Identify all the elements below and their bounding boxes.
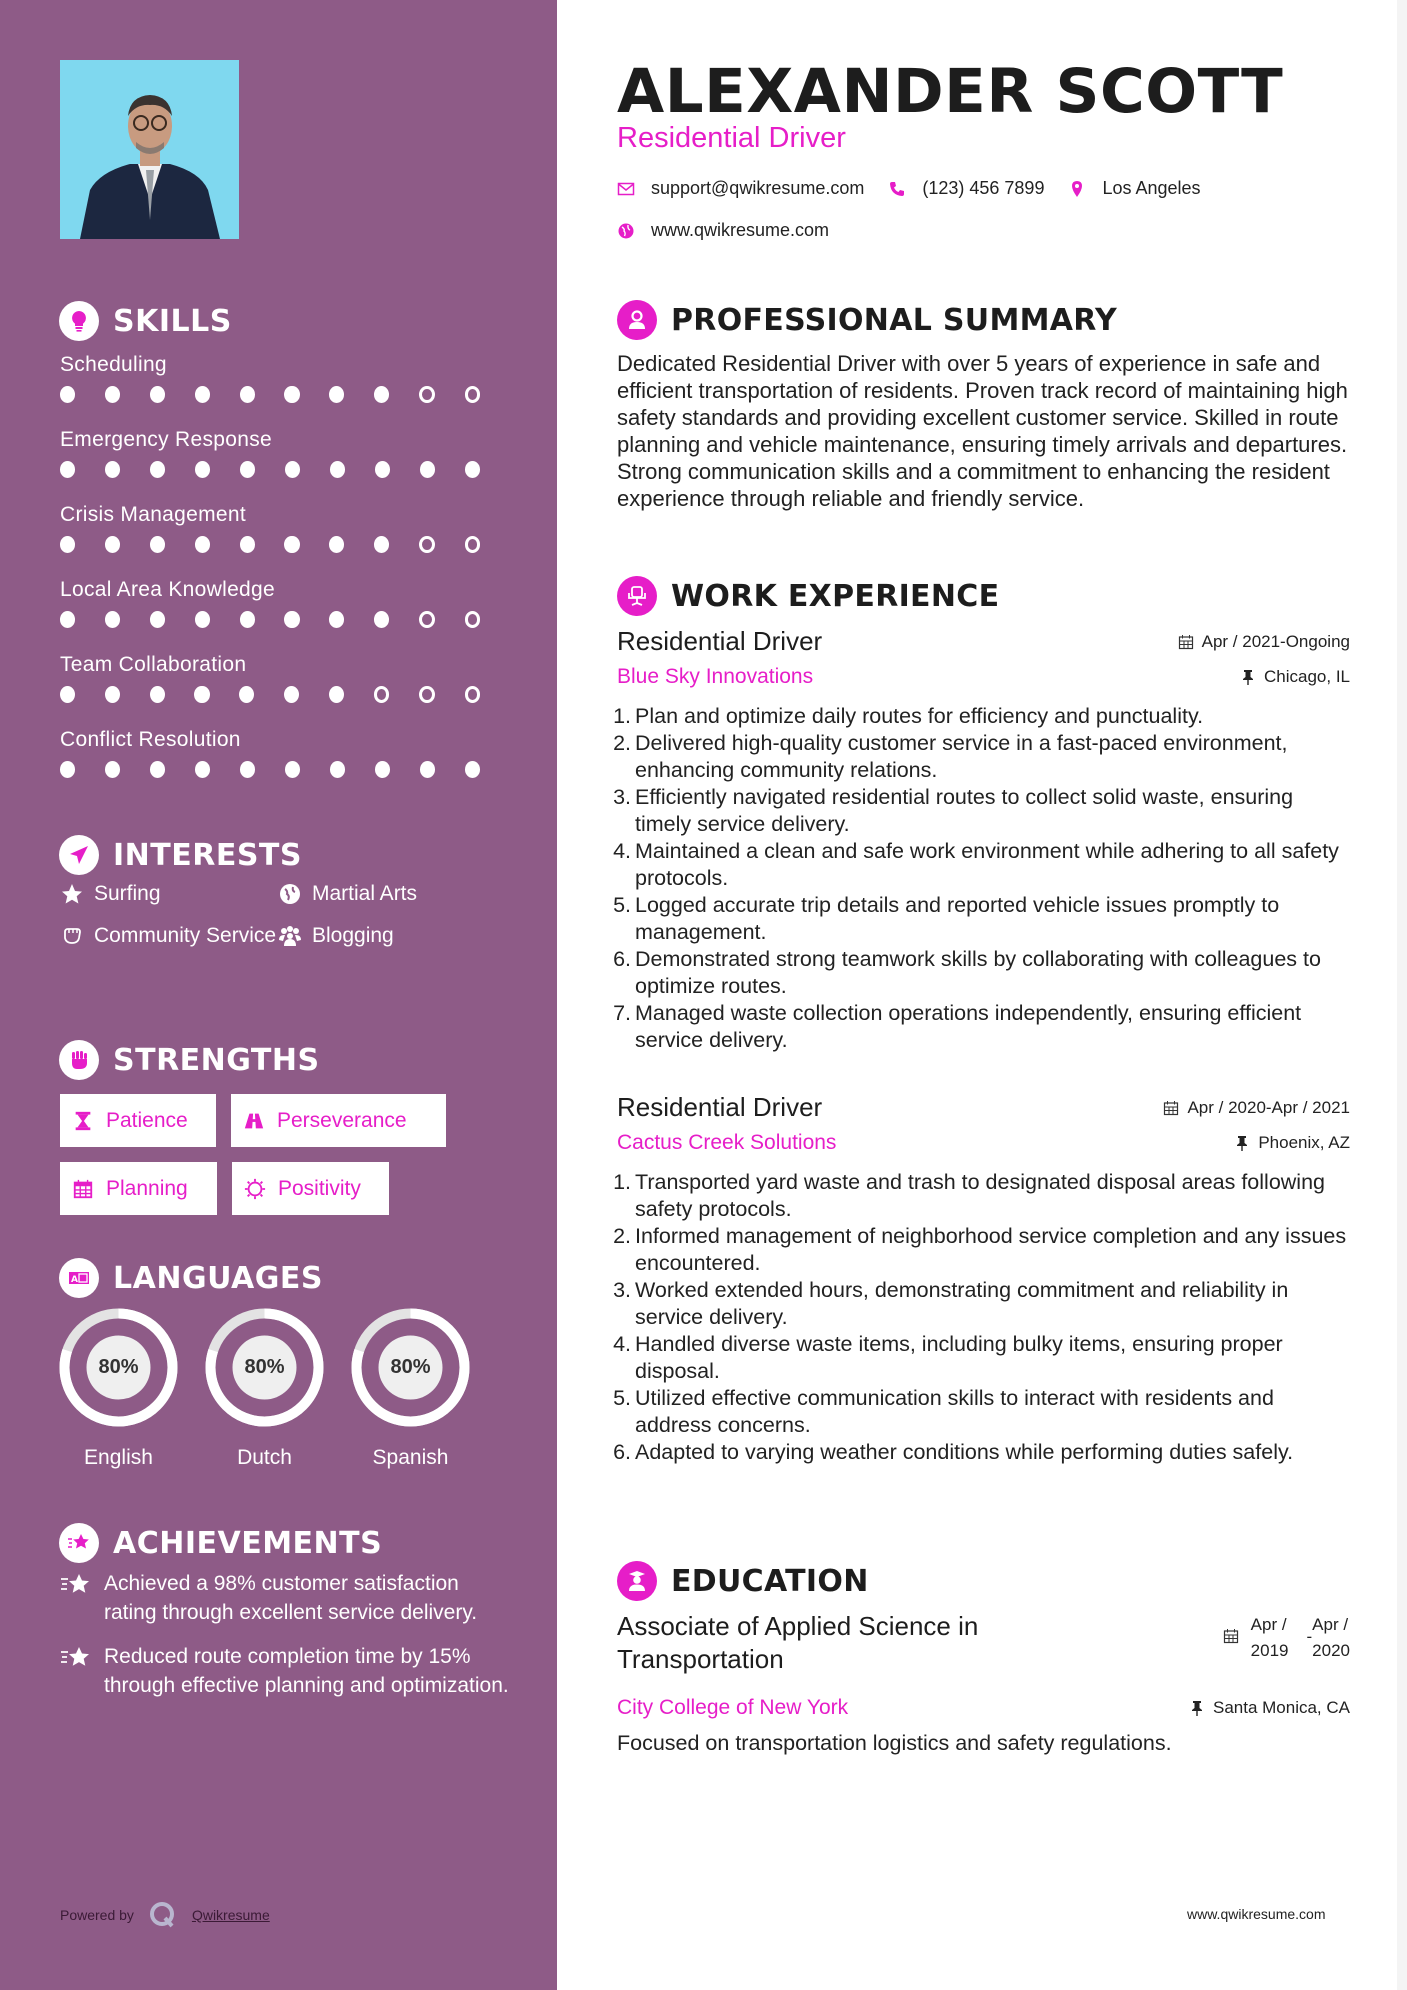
job-dates — [1178, 632, 1350, 652]
rating-dot-filled — [105, 461, 120, 478]
end-year: 2020 — [1312, 1641, 1350, 1660]
skill-name: Team Collaboration — [60, 653, 247, 676]
strength-label: Patience — [106, 1108, 188, 1132]
rating-dot-filled — [465, 461, 480, 478]
bullet-number: 4. — [613, 839, 631, 863]
rating-dot-filled — [374, 611, 389, 628]
start-year: 2019 — [1250, 1641, 1289, 1660]
languages-title: LANGUAGES — [113, 1260, 323, 1296]
skill-item — [60, 575, 510, 650]
sidebar — [0, 0, 557, 1990]
language-percent: 80% — [244, 1356, 285, 1378]
job-dates-text: Apr / 2020-Apr / 2021 — [1187, 1097, 1350, 1117]
languages-list — [58, 1307, 471, 1470]
paper-plane-icon — [59, 835, 99, 875]
calendar-icon — [1223, 1628, 1239, 1644]
rating-dot-filled — [150, 536, 165, 553]
skill-item — [60, 725, 510, 800]
rating-dot-empty — [419, 536, 435, 553]
job-bullet — [613, 838, 1350, 892]
summary-heading — [617, 300, 1117, 340]
rating-dot-filled — [240, 611, 255, 628]
job-bullet — [613, 1000, 1350, 1054]
job-title: Residential Driver — [617, 626, 823, 656]
strength-tag — [231, 1094, 446, 1147]
job-title: Residential Driver — [617, 1092, 823, 1122]
shooting-star-icon — [60, 1572, 92, 1627]
bullet-number: 2. — [613, 731, 631, 755]
office-chair-icon — [617, 576, 657, 616]
skill-item — [60, 650, 510, 725]
contact-phone — [888, 178, 1044, 199]
rating-dot-empty — [465, 611, 481, 628]
rating-dot-filled — [105, 386, 120, 403]
page-edge — [1397, 0, 1407, 1990]
bullet-text: Delivered high-quality customer service in a fast-paced environment, enhancing community relations. — [635, 731, 1288, 782]
job-bullet — [613, 784, 1350, 838]
star-badge-icon — [59, 1523, 99, 1563]
road-icon — [243, 1110, 265, 1132]
summary-title: PROFESSIONAL SUMMARY — [671, 302, 1118, 338]
interests-title: INTERESTS — [113, 837, 302, 873]
rating-dot-filled — [105, 536, 120, 553]
website-text[interactable]: www.qwikresume.com — [651, 220, 830, 240]
end-month: Apr / — [1312, 1615, 1349, 1634]
rating-dot-filled — [420, 761, 435, 778]
rating-dot-filled — [284, 611, 299, 628]
experience-title: WORK EXPERIENCE — [671, 578, 1000, 614]
rating-dot-filled — [60, 386, 75, 403]
bullet-number: 5. — [613, 893, 631, 917]
skill-item — [60, 425, 510, 500]
email-text[interactable]: support@qwikresume.com — [651, 178, 865, 198]
skill-rating — [60, 761, 510, 778]
skills-list — [60, 350, 510, 800]
qwikresume-logo-icon — [148, 1900, 178, 1930]
rating-dot-filled — [420, 461, 435, 478]
skill-rating — [60, 536, 510, 553]
skill-item — [60, 350, 510, 425]
rating-dot-filled — [240, 536, 255, 553]
bullet-text: Informed management of neighborhood service completion and any issues encountered. — [635, 1224, 1347, 1275]
bullet-number: 4. — [613, 1332, 631, 1356]
rating-dot-filled — [284, 536, 299, 553]
rating-dot-filled — [60, 461, 75, 478]
interests-heading — [59, 835, 302, 875]
contact-row — [617, 178, 1225, 199]
star-icon — [60, 882, 84, 906]
skills-heading — [59, 301, 232, 341]
strength-tag — [232, 1162, 389, 1215]
company-name: Cactus Creek Solutions — [617, 1131, 837, 1154]
skill-name: Local Area Knowledge — [60, 578, 275, 601]
strength-label: Perseverance — [277, 1108, 407, 1132]
rating-dot-filled — [150, 386, 165, 403]
shooting-star-icon — [60, 1645, 92, 1700]
language-name: Spanish — [372, 1446, 449, 1469]
footer-website[interactable]: www.qwikresume.com — [1187, 1906, 1326, 1922]
interests-list — [60, 880, 510, 950]
contact-location — [1068, 178, 1200, 199]
bullet-text: Logged accurate trip details and reported vehicle issues promptly to management. — [635, 893, 1280, 944]
calendar-icon — [1178, 634, 1194, 650]
pushpin-icon — [1189, 1700, 1205, 1716]
bullet-number: 6. — [613, 947, 631, 971]
job-entry — [613, 626, 1350, 1054]
bullet-text: Demonstrated strong teamwork skills by collaborating with colleagues to optimize routes. — [635, 947, 1321, 998]
candidate-role: Residential Driver — [617, 122, 846, 154]
bullet-number: 3. — [613, 1278, 631, 1302]
rating-dot-filled — [150, 761, 165, 778]
bullet-number: 1. — [613, 1170, 631, 1194]
rating-dot-filled — [105, 611, 120, 628]
language-item — [204, 1307, 325, 1470]
bullet-number: 1. — [613, 704, 631, 728]
rating-dot-filled — [284, 686, 299, 703]
language-name: English — [84, 1446, 153, 1469]
strengths-heading — [59, 1040, 320, 1080]
rating-dot-filled — [330, 761, 345, 778]
achievement-text: Reduced route completion time by 15% through effective planning and optimization. — [104, 1645, 509, 1697]
svg-text:A: A — [71, 1275, 78, 1285]
rating-dot-filled — [194, 686, 209, 703]
job-bullet — [613, 892, 1350, 946]
calendar-icon — [72, 1178, 94, 1200]
rating-dot-empty — [419, 386, 435, 403]
bullet-number: 3. — [613, 785, 631, 809]
job-bullets — [613, 1169, 1350, 1466]
achievements-list — [60, 1570, 510, 1716]
languages-heading — [59, 1258, 323, 1298]
pushpin-icon — [1240, 669, 1256, 685]
degree-title: Associate of Applied Science in Transportation — [617, 1611, 979, 1674]
skill-rating — [60, 611, 510, 628]
rating-dot-empty — [465, 536, 481, 553]
rating-dot-empty — [465, 686, 481, 703]
interest-label: Martial Arts — [312, 882, 418, 905]
rating-dot-empty — [419, 611, 435, 628]
envelope-icon — [617, 180, 635, 198]
rating-dot-filled — [329, 386, 344, 403]
rating-dot-empty — [465, 386, 481, 403]
language-item — [350, 1307, 471, 1470]
bullet-text: Maintained a clean and safe work environment while adhering to all safety protocols. — [635, 839, 1339, 890]
powered-by — [60, 1900, 270, 1930]
education-dates — [1223, 1612, 1350, 1664]
rating-dot-filled — [150, 611, 165, 628]
rating-dot-filled — [105, 761, 120, 778]
education-title: EDUCATION — [671, 1563, 869, 1599]
strength-label: Positivity — [278, 1176, 361, 1200]
job-bullet — [613, 946, 1350, 1000]
achievements-heading — [59, 1523, 382, 1563]
job-location — [1240, 667, 1350, 687]
bullet-text: Transported yard waste and trash to designated disposal areas following safety protocols. — [635, 1170, 1325, 1221]
bullet-text: Worked extended hours, demonstrating commitment and reliability in service delivery. — [635, 1278, 1289, 1329]
bullet-text: Managed waste collection operations independently, ensuring efficient service delivery. — [635, 1001, 1302, 1052]
globe-icon — [278, 882, 302, 906]
job-bullet — [613, 730, 1350, 784]
skill-rating — [60, 461, 510, 478]
start-month: Apr / — [1250, 1615, 1287, 1634]
job-location-text: Chicago, IL — [1264, 667, 1350, 686]
bullet-text: Plan and optimize daily routes for efficiency and punctuality. — [635, 704, 1204, 728]
rating-dot-filled — [330, 461, 345, 478]
contact-website — [617, 220, 829, 241]
job-location-text: Phoenix, AZ — [1258, 1133, 1350, 1152]
rating-dot-filled — [329, 686, 344, 703]
interest-label: Blogging — [312, 924, 394, 947]
school-name: City College of New York — [617, 1696, 849, 1719]
skill-rating — [60, 386, 510, 403]
map-pin-icon — [1068, 180, 1086, 198]
bullet-number: 6. — [613, 1440, 631, 1464]
skill-item — [60, 500, 510, 575]
user-icon — [617, 300, 657, 340]
job-dates-text: Apr / 2021-Ongoing — [1201, 631, 1350, 651]
rating-dot-filled — [465, 761, 480, 778]
hand-icon — [60, 924, 84, 948]
rating-dot-empty — [419, 686, 435, 703]
interest-label: Community Service — [94, 924, 277, 947]
interest-item — [60, 880, 278, 908]
bullet-number: 7. — [613, 1001, 631, 1025]
achievement-item — [60, 1570, 510, 1627]
achievement-text: Achieved a 98% customer satisfaction rating through excellent service delivery. — [104, 1572, 478, 1624]
strength-label: Planning — [106, 1176, 188, 1200]
sun-icon — [244, 1178, 266, 1200]
interest-item — [60, 922, 278, 950]
bullet-text: Adapted to varying weather conditions while performing duties safely. — [635, 1440, 1294, 1464]
rating-dot-filled — [375, 761, 390, 778]
interest-item — [278, 880, 498, 908]
job-bullet — [613, 703, 1350, 730]
job-entry — [613, 1092, 1350, 1466]
rating-dot-filled — [60, 761, 75, 778]
bullet-text: Efficiently navigated residential routes to collect solid waste, ensuring timely service delivery. — [635, 785, 1294, 836]
strength-tag — [60, 1094, 216, 1147]
job-bullet — [613, 1439, 1350, 1466]
language-item — [58, 1307, 179, 1470]
profile-photo — [60, 60, 239, 239]
bullet-text: Handled diverse waste items, including bulky items, ensuring proper disposal. — [635, 1332, 1283, 1383]
rating-dot-filled — [374, 386, 389, 403]
education-location — [1189, 1698, 1350, 1718]
date-separator: - — [1306, 1627, 1313, 1646]
phone-icon — [888, 180, 906, 198]
rating-dot-filled — [375, 461, 390, 478]
rating-dot-filled — [329, 536, 344, 553]
rating-dot-filled — [195, 611, 210, 628]
calendar-icon — [1163, 1100, 1179, 1116]
rating-dot-filled — [60, 611, 75, 628]
rating-dot-filled — [240, 386, 255, 403]
job-bullet — [613, 1277, 1350, 1331]
graduate-icon — [617, 1561, 657, 1601]
skills-title: SKILLS — [113, 303, 232, 339]
language-percent: 80% — [98, 1356, 139, 1378]
language-progress-ring — [58, 1307, 179, 1428]
language-progress-ring — [204, 1307, 325, 1428]
job-bullet — [613, 1169, 1350, 1223]
contact-email — [617, 178, 864, 199]
language-percent: 80% — [390, 1356, 431, 1378]
rating-dot-filled — [195, 761, 210, 778]
job-location — [1234, 1133, 1350, 1153]
rating-dot-filled — [60, 686, 75, 703]
fist-icon — [59, 1040, 99, 1080]
powered-by-label: Powered by — [60, 1907, 134, 1923]
rating-dot-filled — [240, 761, 255, 778]
phone-text: (123) 456 7899 — [922, 178, 1045, 198]
rating-dot-filled — [240, 461, 255, 478]
language-progress-ring — [350, 1307, 471, 1428]
interest-item — [278, 922, 498, 950]
strength-tag — [60, 1162, 217, 1215]
language-name: Dutch — [237, 1446, 292, 1469]
bullet-number: 5. — [613, 1386, 631, 1410]
rating-dot-filled — [105, 686, 120, 703]
skill-name: Crisis Management — [60, 503, 246, 526]
rating-dot-filled — [374, 536, 389, 553]
education-heading — [617, 1561, 869, 1601]
job-bullet — [613, 1385, 1350, 1439]
contact-row-website — [617, 220, 853, 241]
strengths-list — [60, 1094, 520, 1230]
skill-name: Emergency Response — [60, 428, 273, 451]
interest-label: Surfing — [94, 882, 161, 905]
job-dates — [1163, 1098, 1350, 1118]
rating-dot-empty — [374, 686, 390, 703]
rating-dot-filled — [239, 686, 254, 703]
education-description: Focused on transportation logistics and safety regulations. — [617, 1731, 1172, 1755]
translate-icon — [59, 1258, 99, 1298]
rating-dot-filled — [329, 611, 344, 628]
education-start — [1251, 1612, 1289, 1664]
skill-rating — [60, 686, 510, 703]
education-entry — [617, 1610, 1350, 1755]
skill-name: Scheduling — [60, 353, 167, 376]
achievements-title: ACHIEVEMENTS — [113, 1525, 383, 1561]
rating-dot-filled — [150, 686, 165, 703]
rating-dot-filled — [285, 761, 300, 778]
rating-dot-filled — [195, 386, 210, 403]
education-end — [1301, 1612, 1351, 1664]
summary-text: Dedicated Residential Driver with over 5 years of experience in safe and efficient transportation of residents. Proven track record of maintaining high safety standards and providing excellent customer service. Skilled in route planning and vehicle maintenance, ensuring timely arrivals and departures. Strong communication skills and a commitment to enhancing the resident experience through reliable and friendly service. — [617, 351, 1348, 511]
education-location-text: Santa Monica, CA — [1212, 1698, 1350, 1717]
candidate-name: ALEXANDER SCOTT — [617, 56, 1284, 127]
pushpin-icon — [1234, 1135, 1250, 1151]
group-icon — [278, 924, 302, 948]
bullet-text: Utilized effective communication skills to interact with residents and address concerns. — [635, 1386, 1274, 1437]
person-portrait-icon — [60, 60, 239, 239]
globe-icon — [617, 222, 635, 240]
lightbulb-icon — [59, 301, 99, 341]
hourglass-icon — [72, 1110, 94, 1132]
strengths-title: STRENGTHS — [113, 1042, 320, 1078]
rating-dot-filled — [195, 536, 210, 553]
experience-heading — [617, 576, 999, 616]
job-bullet — [613, 1331, 1350, 1385]
skill-name: Conflict Resolution — [60, 728, 241, 751]
location-text: Los Angeles — [1102, 178, 1201, 198]
qwikresume-link[interactable]: Qwikresume — [191, 1907, 270, 1923]
rating-dot-filled — [150, 461, 165, 478]
job-bullets — [613, 703, 1350, 1054]
rating-dot-filled — [285, 461, 300, 478]
achievement-item — [60, 1643, 510, 1700]
company-name: Blue Sky Innovations — [617, 665, 814, 688]
bullet-number: 2. — [613, 1224, 631, 1248]
job-bullet — [613, 1223, 1350, 1277]
rating-dot-filled — [195, 461, 210, 478]
rating-dot-filled — [60, 536, 75, 553]
rating-dot-filled — [284, 386, 299, 403]
